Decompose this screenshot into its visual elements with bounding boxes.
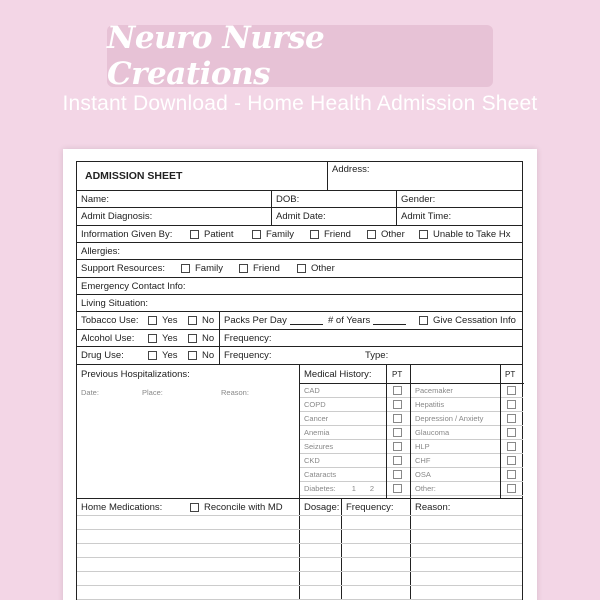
history-pt-cell bbox=[501, 440, 523, 454]
history-pt-cell bbox=[501, 454, 523, 468]
checkbox[interactable] bbox=[393, 442, 402, 451]
support-option-other[interactable] bbox=[293, 260, 335, 277]
emergency-row bbox=[77, 278, 522, 295]
allergies-row bbox=[77, 243, 522, 260]
drug-frequency-label: Frequency: bbox=[224, 350, 272, 361]
history-item-left bbox=[300, 482, 386, 496]
history-item-right bbox=[411, 412, 500, 426]
checkbox[interactable] bbox=[507, 484, 516, 493]
history-label: Glaucoma bbox=[415, 428, 450, 437]
alcohol-yes[interactable] bbox=[144, 330, 178, 346]
drug-label: Drug Use: bbox=[81, 350, 124, 361]
info-option-family[interactable] bbox=[248, 226, 294, 242]
title-row bbox=[77, 162, 522, 191]
history-label: Diabetes: bbox=[304, 484, 336, 493]
checkbox[interactable] bbox=[181, 264, 190, 273]
history-label: Other: bbox=[415, 484, 436, 493]
checkbox[interactable] bbox=[239, 264, 248, 273]
admit-diagnosis-label: Admit Diagnosis: bbox=[81, 211, 153, 222]
drug-no[interactable] bbox=[184, 347, 214, 364]
tobacco-no[interactable] bbox=[184, 312, 214, 329]
years-blank[interactable] bbox=[373, 317, 406, 325]
alcohol-frequency-label: Frequency: bbox=[224, 332, 272, 344]
history-pt-cell bbox=[387, 426, 410, 440]
med-reason-label: Reason: bbox=[415, 501, 451, 513]
medication-line[interactable] bbox=[77, 585, 522, 586]
support-option-family[interactable] bbox=[177, 260, 223, 277]
checkbox[interactable] bbox=[297, 264, 306, 273]
admit-row bbox=[77, 208, 522, 226]
living-situation-label: Living Situation: bbox=[81, 297, 149, 309]
give-cessation[interactable] bbox=[415, 312, 516, 329]
history-item-right bbox=[411, 468, 500, 482]
option-label: Patient bbox=[204, 228, 234, 240]
checkbox[interactable] bbox=[148, 351, 157, 360]
history-label: CKD bbox=[304, 456, 320, 465]
checkbox[interactable] bbox=[507, 442, 516, 451]
history-item-right bbox=[411, 384, 500, 398]
medication-line[interactable] bbox=[77, 557, 522, 558]
history-item-left bbox=[300, 384, 386, 398]
history-pt-cell bbox=[387, 468, 410, 482]
history-label: Cancer bbox=[304, 414, 329, 423]
history-item-left bbox=[300, 412, 386, 426]
history-pt-cell bbox=[387, 482, 410, 496]
admission-form bbox=[76, 161, 523, 600]
history-label: Seizures bbox=[304, 442, 334, 451]
medical-history-label: Medical History: bbox=[304, 368, 372, 380]
alcohol-label: Alcohol Use: bbox=[81, 332, 135, 344]
medication-line[interactable] bbox=[77, 515, 522, 516]
history-label: Cataracts bbox=[304, 470, 337, 479]
history-pt-cell bbox=[501, 412, 523, 426]
option-label: Other bbox=[311, 263, 335, 274]
history-item-left bbox=[300, 468, 386, 482]
info-option-friend[interactable] bbox=[306, 226, 351, 242]
checkbox[interactable] bbox=[393, 456, 402, 465]
name-label: Name: bbox=[81, 193, 109, 205]
brand-banner bbox=[107, 20, 493, 92]
history-label: Hepatitis bbox=[415, 400, 445, 409]
packs-blank[interactable] bbox=[290, 317, 323, 325]
history-item-left bbox=[300, 454, 386, 468]
page-subtitle: Instant Download - Home Health Admission Sheet bbox=[62, 92, 538, 115]
history-item-left bbox=[300, 398, 386, 412]
history-label: OSA bbox=[415, 470, 431, 479]
checkbox[interactable] bbox=[419, 230, 428, 239]
history-item-left bbox=[300, 440, 386, 454]
checkbox[interactable] bbox=[507, 456, 516, 465]
dob-label: DOB: bbox=[276, 193, 300, 205]
history-pt-cell bbox=[387, 398, 410, 412]
info-option-unable[interactable] bbox=[415, 226, 510, 242]
drug-yes[interactable] bbox=[144, 347, 178, 364]
medication-line[interactable] bbox=[77, 529, 522, 530]
checkbox[interactable] bbox=[252, 230, 261, 239]
checkbox[interactable] bbox=[507, 386, 516, 395]
info-option-patient[interactable] bbox=[186, 226, 234, 242]
num-years bbox=[324, 312, 406, 329]
checkbox[interactable] bbox=[507, 400, 516, 409]
history-label: Anemia bbox=[304, 428, 330, 437]
option-label: Friend bbox=[324, 228, 351, 240]
address-label: Address: bbox=[332, 164, 370, 175]
checkbox[interactable] bbox=[393, 470, 402, 479]
option-label: Yes bbox=[162, 315, 178, 326]
med-frequency-label: Frequency: bbox=[346, 501, 394, 513]
admit-time-label: Admit Time: bbox=[401, 211, 452, 222]
allergies-label: Allergies: bbox=[81, 245, 121, 257]
hosp-reason-label: Reason: bbox=[221, 387, 249, 397]
years-label: # of Years bbox=[328, 315, 371, 326]
history-pt-cell bbox=[387, 440, 410, 454]
brand-title: Neuro Nurse Creations bbox=[107, 20, 325, 92]
history-label: CHF bbox=[415, 456, 431, 465]
option-label: Other bbox=[381, 228, 405, 240]
drug-type-label: Type: bbox=[365, 350, 389, 361]
checkbox[interactable] bbox=[507, 428, 516, 437]
home-meds-label: Home Medications: bbox=[81, 501, 163, 513]
option-label: No bbox=[202, 350, 215, 361]
tobacco-yes[interactable] bbox=[144, 312, 178, 329]
history-label: HLP bbox=[415, 442, 430, 451]
prev-hosp-label: Previous Hospitalizations: bbox=[81, 368, 190, 380]
option-label: Friend bbox=[253, 263, 280, 274]
gender-label: Gender: bbox=[401, 193, 436, 205]
packs-label: Packs Per Day bbox=[224, 315, 287, 326]
diabetes-type-2[interactable]: 2 bbox=[369, 484, 375, 493]
history-pt-cell bbox=[501, 468, 523, 482]
history-pt-cell bbox=[387, 454, 410, 468]
pt-header-left: PT bbox=[392, 369, 403, 379]
checkbox[interactable] bbox=[148, 316, 157, 325]
support-option-friend[interactable] bbox=[235, 260, 280, 277]
checkbox[interactable] bbox=[507, 470, 516, 479]
history-label: COPD bbox=[304, 400, 326, 409]
checkbox[interactable] bbox=[310, 230, 319, 239]
history-label: CAD bbox=[304, 386, 320, 395]
tobacco-label: Tobacco Use: bbox=[81, 315, 139, 326]
drug-row bbox=[77, 347, 522, 365]
tobacco-row bbox=[77, 312, 522, 330]
hosp-date-label: Date: bbox=[81, 387, 99, 397]
checkbox[interactable] bbox=[507, 414, 516, 423]
history-item-right bbox=[411, 482, 500, 496]
history-pt-cell bbox=[501, 398, 523, 412]
form-title: ADMISSION SHEET bbox=[85, 170, 183, 182]
history-pt-cell bbox=[387, 412, 410, 426]
option-label: Unable to Take Hx bbox=[433, 228, 511, 240]
history-item-left bbox=[300, 426, 386, 440]
history-pt-cell bbox=[387, 384, 410, 398]
checkbox[interactable] bbox=[190, 503, 199, 512]
option-label: Give Cessation Info bbox=[433, 315, 516, 326]
checkbox[interactable] bbox=[393, 400, 402, 409]
dosage-label: Dosage: bbox=[304, 501, 340, 513]
history-section bbox=[77, 365, 522, 499]
packs-per-day bbox=[220, 312, 323, 329]
history-item-right bbox=[411, 398, 500, 412]
pt-header-right: PT bbox=[505, 369, 516, 379]
emergency-contact-label: Emergency Contact Info: bbox=[81, 280, 186, 292]
alcohol-no[interactable] bbox=[184, 330, 214, 346]
diabetes-type-1[interactable]: 1 bbox=[351, 484, 356, 493]
info-given-label: Information Given By: bbox=[81, 228, 173, 240]
checkbox[interactable] bbox=[393, 484, 402, 493]
checkbox[interactable] bbox=[393, 428, 402, 437]
checkbox[interactable] bbox=[188, 351, 197, 360]
history-label: Depression / Anxiety bbox=[415, 414, 484, 423]
alcohol-row bbox=[77, 330, 522, 347]
checkbox[interactable] bbox=[419, 316, 428, 325]
option-label: No bbox=[202, 332, 215, 344]
history-pt-cell bbox=[501, 482, 523, 496]
checkbox[interactable] bbox=[190, 230, 199, 239]
history-item-right bbox=[411, 454, 500, 468]
option-label: Yes bbox=[162, 350, 178, 361]
history-item-right bbox=[411, 426, 500, 440]
info-option-other[interactable] bbox=[363, 226, 405, 242]
admission-sheet-paper bbox=[63, 149, 537, 600]
option-label: No bbox=[202, 315, 215, 326]
history-item-right bbox=[411, 440, 500, 454]
name-row bbox=[77, 191, 522, 208]
hosp-place-label: Place: bbox=[142, 387, 163, 397]
option-label: Reconcile with MD bbox=[204, 501, 283, 513]
medication-line[interactable] bbox=[77, 571, 522, 572]
history-pt-cell bbox=[501, 426, 523, 440]
checkbox[interactable] bbox=[188, 316, 197, 325]
checkbox[interactable] bbox=[367, 230, 376, 239]
history-label: Pacemaker bbox=[415, 386, 453, 395]
checkbox[interactable] bbox=[393, 386, 402, 395]
living-row bbox=[77, 295, 522, 312]
support-label: Support Resources: bbox=[81, 263, 165, 274]
checkbox[interactable] bbox=[148, 334, 157, 343]
support-row bbox=[77, 260, 522, 278]
medications-section bbox=[77, 499, 522, 600]
option-label: Family bbox=[266, 228, 294, 240]
option-label: Yes bbox=[162, 332, 178, 344]
medication-line[interactable] bbox=[77, 543, 522, 544]
history-pt-cell bbox=[501, 384, 523, 398]
info-given-row bbox=[77, 226, 522, 243]
option-label: Family bbox=[195, 263, 223, 274]
admit-date-label: Admit Date: bbox=[276, 211, 326, 222]
checkbox[interactable] bbox=[188, 334, 197, 343]
reconcile-option[interactable] bbox=[186, 499, 283, 515]
checkbox[interactable] bbox=[393, 414, 402, 423]
